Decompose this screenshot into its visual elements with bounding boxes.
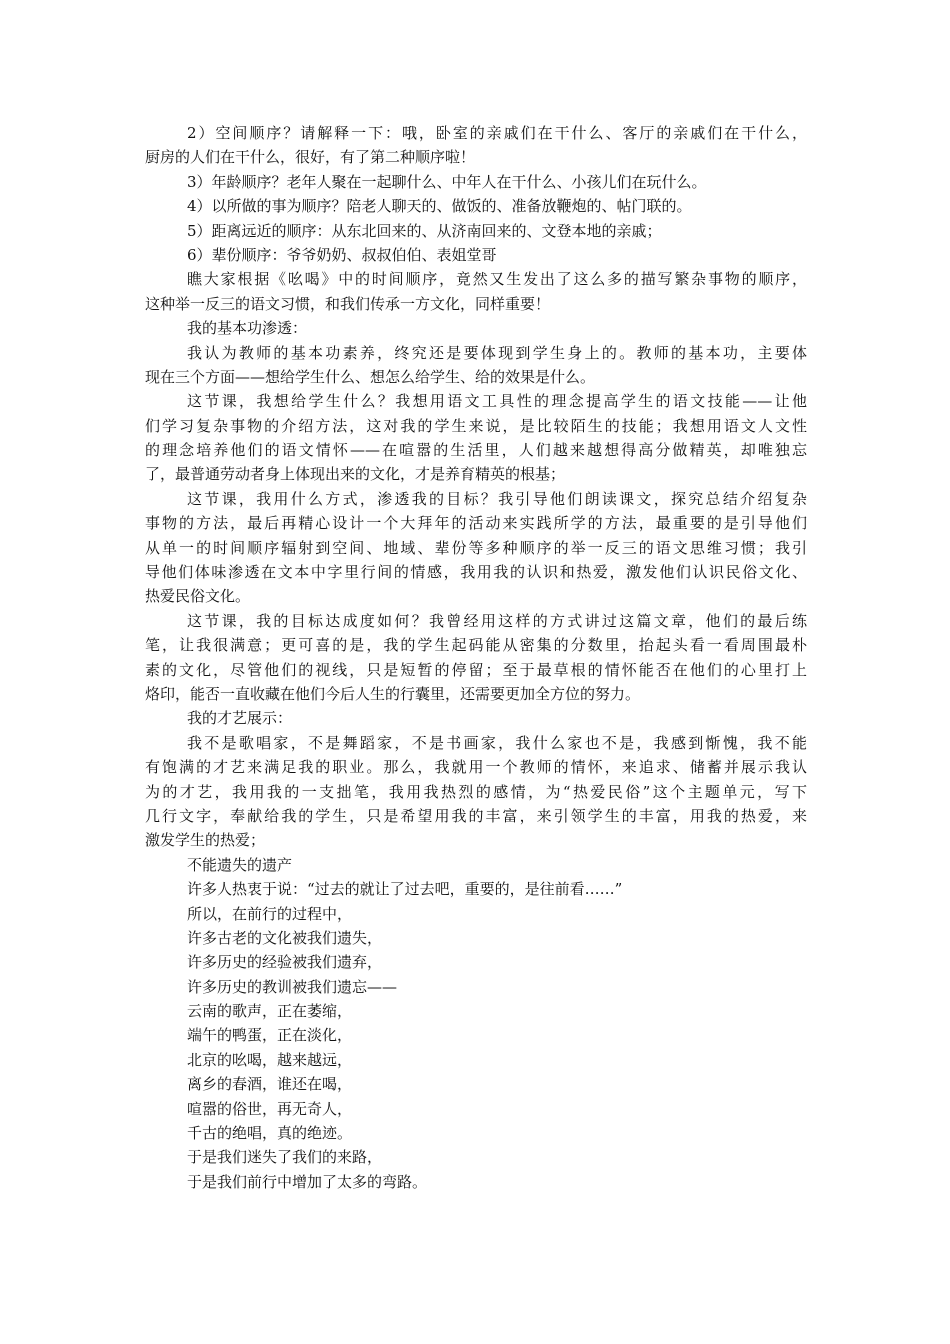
text-line: 们学习复杂事物的介绍方法，这对我的学生来说，是比较陌生的技能；我想用语文人文性 (145, 416, 807, 435)
text-line: 从单一的时间顺序辐射到空间、地域、辈份等多种顺序的举一反三的语文思维习惯；我引 (145, 538, 807, 557)
poem-title: 不能遗失的遗产 (187, 855, 293, 874)
poem-line: 千古的绝唱，真的绝迹。 (187, 1124, 353, 1143)
text-line: 5）距离远近的顺序：从东北回来的、从济南回来的、文登本地的亲戚； (187, 221, 662, 240)
text-line: 了，最普通劳动者身上体现出来的文化，才是养育精英的根基； (145, 465, 566, 484)
text-line: 热爱民俗文化。 (145, 587, 251, 606)
poem-line: 许多历史的教训被我们遗忘—— (187, 977, 398, 996)
text-line: 激发学生的热爱； (145, 831, 266, 850)
text-line: 6）辈份顺序：爷爷奶奶、叔叔伯伯、表姐堂哥 (187, 245, 497, 264)
text-line: 这种举一反三的语文习惯，和我们传承一方文化，同样重要！ (145, 294, 551, 313)
text-line: 瞧大家根据《吆喝》中的时间顺序，竟然又生发出了这么多的描写繁杂事物的顺序， (187, 270, 807, 289)
text-line: 3）年龄顺序？老年人聚在一起聊什么、中年人在干什么、小孩儿们在玩什么。 (187, 172, 707, 191)
poem-line: 云南的歌声，正在萎缩， (187, 1002, 353, 1021)
text-line: 烙印，能否一直收藏在他们今后人生的行囊里，还需要更加全方位的努力。 (145, 684, 641, 703)
text-line: 笔，让我很满意；更可喜的是，我的学生起码能从密集的分数里，抬起头看一看周围最朴 (145, 636, 807, 655)
text-line: 这节课，我想给学生什么？我想用语文工具性的理念提高学生的语文技能——让他 (187, 392, 807, 411)
text-line: 素的文化，尽管他们的视线，只是短暂的停留；至于最草根的情怀能否在他们的心里打上 (145, 660, 807, 679)
text-line: 事物的方法，最后再精心设计一个大拜年的活动来实践所学的方法，最重要的是引导他们 (145, 514, 807, 533)
poem-line: 喧嚣的俗世，再无奇人， (187, 1099, 353, 1118)
text-line: 2）空间顺序？请解释一下：哦，卧室的亲戚们在干什么、客厅的亲戚们在干什么， (187, 124, 807, 142)
text-line: 的理念培养他们的语文情怀——在喧嚣的生活里，人们越来越想得高分做精英，却唯独忘 (145, 441, 807, 460)
text-line: 几行文字，奉献给我的学生，只是希望用我的丰富，来引领学生的丰富，用我的热爱，来 (145, 806, 807, 825)
text-line: 我不是歌唱家，不是舞蹈家，不是书画家，我什么家也不是，我感到惭愧，我不能 (187, 733, 807, 752)
poem-line: 所以，在前行的过程中， (187, 904, 353, 923)
poem-line: 端午的鸭蛋，正在淡化， (187, 1026, 353, 1045)
poem-line: 于是我们迷失了我们的来路， (187, 1148, 383, 1167)
text-line: 4）以所做的事为顺序？陪老人聊天的、做饭的、准备放鞭炮的、帖门联的。 (187, 197, 692, 216)
poem-line: 北京的吆喝，越来越远， (187, 1050, 353, 1069)
text-line: 这节课，我的目标达成度如何？我曾经用这样的方式讲过这篇文章，他们的最后练 (187, 611, 807, 630)
poem-line: 于是我们前行中增加了太多的弯路。 (187, 1172, 428, 1191)
text-line: 为的才艺，我用我的一支拙笔，我用我热烈的感情，为“热爱民俗”这个主题单元，写下 (145, 782, 807, 801)
poem-line: 许多人热衷于说：“过去的就让了过去吧，重要的，是往前看……” (187, 880, 623, 899)
section-heading: 我的基本功渗透： (187, 319, 308, 338)
text-line: 有饱满的才艺来满足我的职业。那么，我就用一个教师的情怀，来追求、储蓄并展示我认 (145, 758, 807, 777)
section-heading: 我的才艺展示： (187, 709, 293, 728)
text-line: 导他们体味渗透在文本中字里行间的情感，我用我的认识和热爱，激发他们认识民俗文化、 (145, 563, 807, 582)
poem-line: 离乡的春酒，谁还在喝， (187, 1075, 353, 1094)
text-line: 我认为教师的基本功素养，终究还是要体现到学生身上的。教师的基本功，主要体 (187, 343, 807, 362)
document-page (145, 121, 807, 1194)
text-line: 这节课，我用什么方式，渗透我的目标？我引导他们朗读课文，探究总结介绍复杂 (187, 489, 807, 508)
poem-line: 许多古老的文化被我们遗失， (187, 928, 383, 947)
text-line: 现在三个方面——想给学生什么、想怎么给学生、给的效果是什么。 (145, 367, 596, 386)
poem-line: 许多历史的经验被我们遗弃， (187, 953, 383, 972)
text-line: 厨房的人们在干什么，很好，有了第二种顺序啦！ (145, 148, 476, 167)
